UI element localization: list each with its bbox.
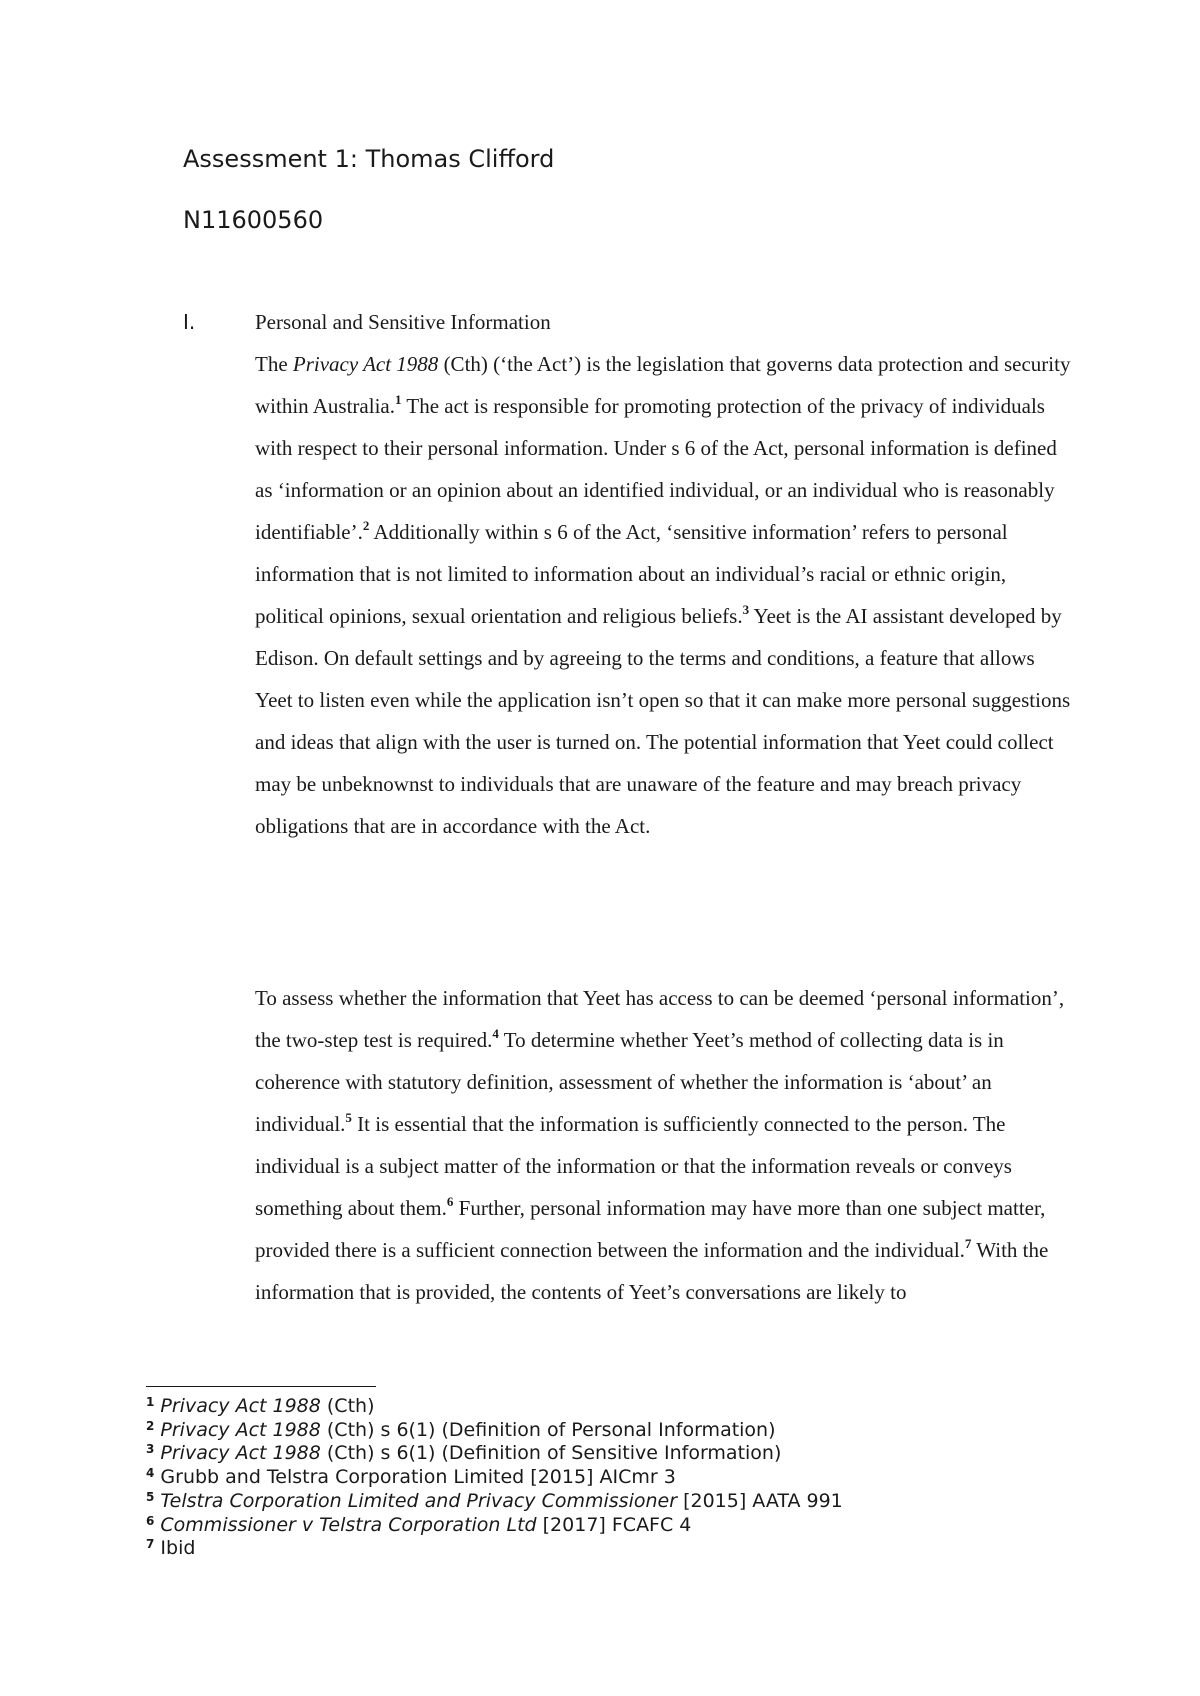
- footnote-ref-7[interactable]: 7: [964, 1236, 972, 1251]
- footnote-ref-4[interactable]: 4: [492, 1026, 499, 1041]
- p1-text-2: (Cth) (‘the Act’) is the legislation that governs data protection and security within Australia.: [255, 352, 1071, 418]
- footnote-ref-2[interactable]: 2: [362, 518, 370, 533]
- p2-text-1: To assess whether the information that Yeet has access to can be deemed ‘personal information’, the two-step test is required.: [255, 986, 1065, 1052]
- footnote-ref-6[interactable]: 6: [446, 1194, 454, 1209]
- p1-text-3: The act is responsible for promoting protection of the privacy of individuals with respect to their personal information. Under s 6 of the Act, personal information is defined as ‘information or an opinion about an identified individual, or an individual who is reasonably identifiable’.: [255, 394, 1057, 544]
- p1-text-5: Yeet is the AI assistant developed by Edison. On default settings and by agreeing to the terms and conditions, a feature that allows Yeet to listen even while the application isn’t open so that it can make more personal suggestions and ideas that align with the user is turned on. The potential information that Yeet could collect may be unbeknownst to individuals that are unaware of the feature and may breach privacy obligations that are in accordance with the Act.: [255, 604, 1071, 838]
- footnote-number: 6: [146, 1513, 155, 1528]
- act-name-italic: Privacy Act 1988: [292, 352, 439, 376]
- footnote-italic: Privacy Act 1988: [160, 1418, 321, 1441]
- footnote-number: 7: [146, 1537, 155, 1552]
- footnote-6: [146, 1514, 1106, 1538]
- footnote-number: 5: [146, 1489, 155, 1504]
- footnote-text: (Cth) s 6(1) (Definition of Personal Information): [320, 1418, 776, 1441]
- footnote-italic: Privacy Act 1988: [160, 1442, 321, 1465]
- footnote-ref-5[interactable]: 5: [345, 1110, 352, 1125]
- footnote-text: [2017] FCAFC 4: [536, 1513, 692, 1536]
- paragraph-2: [255, 977, 1075, 1313]
- footnote-number: 4: [146, 1466, 155, 1481]
- footnote-text: [2015] AATA 991: [677, 1489, 843, 1512]
- footnote-3: [146, 1442, 1106, 1466]
- footnote-ref-1[interactable]: 1: [395, 392, 402, 407]
- p1-text-1: The: [255, 352, 293, 376]
- footnote-separator: [146, 1386, 376, 1387]
- footnote-italic: Privacy Act 1988: [160, 1395, 321, 1417]
- footnote-4: [146, 1466, 1106, 1490]
- footnote-number: 1: [146, 1395, 155, 1409]
- footnote-italic: Commissioner v Telstra Corporation Ltd: [160, 1513, 537, 1536]
- footnote-7: [146, 1537, 1106, 1561]
- section-body: [255, 301, 1075, 847]
- p2-text-5: With the information that is provided, the contents of Yeet’s conversations are likely to: [255, 1238, 1049, 1304]
- paragraph-2-text: [255, 977, 1075, 1313]
- section-heading: Personal and Sensitive Information: [255, 310, 551, 334]
- footnote-2: [146, 1419, 1106, 1443]
- p2-text-4: Further, personal information may have more than one subject matter, provided there is a sufficient connection between the information and the individual.: [255, 1196, 1046, 1262]
- p2-text-2: To determine whether Yeet’s method of collecting data is in coherence with statutory definition, assessment of whether the information is ‘about’ an individual.: [255, 1028, 1004, 1136]
- footnote-number: 2: [146, 1418, 155, 1433]
- document-title: Assessment 1: Thomas Clifford: [183, 145, 555, 173]
- paragraph-1: [255, 343, 1075, 847]
- p1-text-4: Additionally within s 6 of the Act, ‘sensitive information’ refers to personal information that is not limited to information about an individual’s racial or ethnic origin, political opinions, sexual orientation and religious beliefs.: [255, 520, 1008, 628]
- footnote-list: [146, 1395, 1106, 1561]
- student-id: N11600560: [183, 206, 324, 234]
- footnote-5: [146, 1490, 1106, 1514]
- footnote-text: (Cth): [320, 1395, 375, 1417]
- footnote-italic: Telstra Corporation Limited and Privacy Commissioner: [160, 1489, 678, 1512]
- p2-text-3: It is essential that the information is sufficiently connected to the person. The individual is a subject matter of the information or that the information reveals or conveys something about them.: [255, 1112, 1012, 1220]
- footnote-1: [146, 1395, 1106, 1419]
- footnote-number: 3: [146, 1442, 155, 1457]
- footnote-ref-3[interactable]: 3: [742, 602, 750, 617]
- footnote-text: (Cth) s 6(1) (Definition of Sensitive Information): [320, 1442, 782, 1465]
- section-number: I.: [183, 310, 196, 334]
- footnote-text: Ibid: [160, 1537, 196, 1560]
- footnote-text: Grubb and Telstra Corporation Limited [2015] AICmr 3: [160, 1466, 676, 1489]
